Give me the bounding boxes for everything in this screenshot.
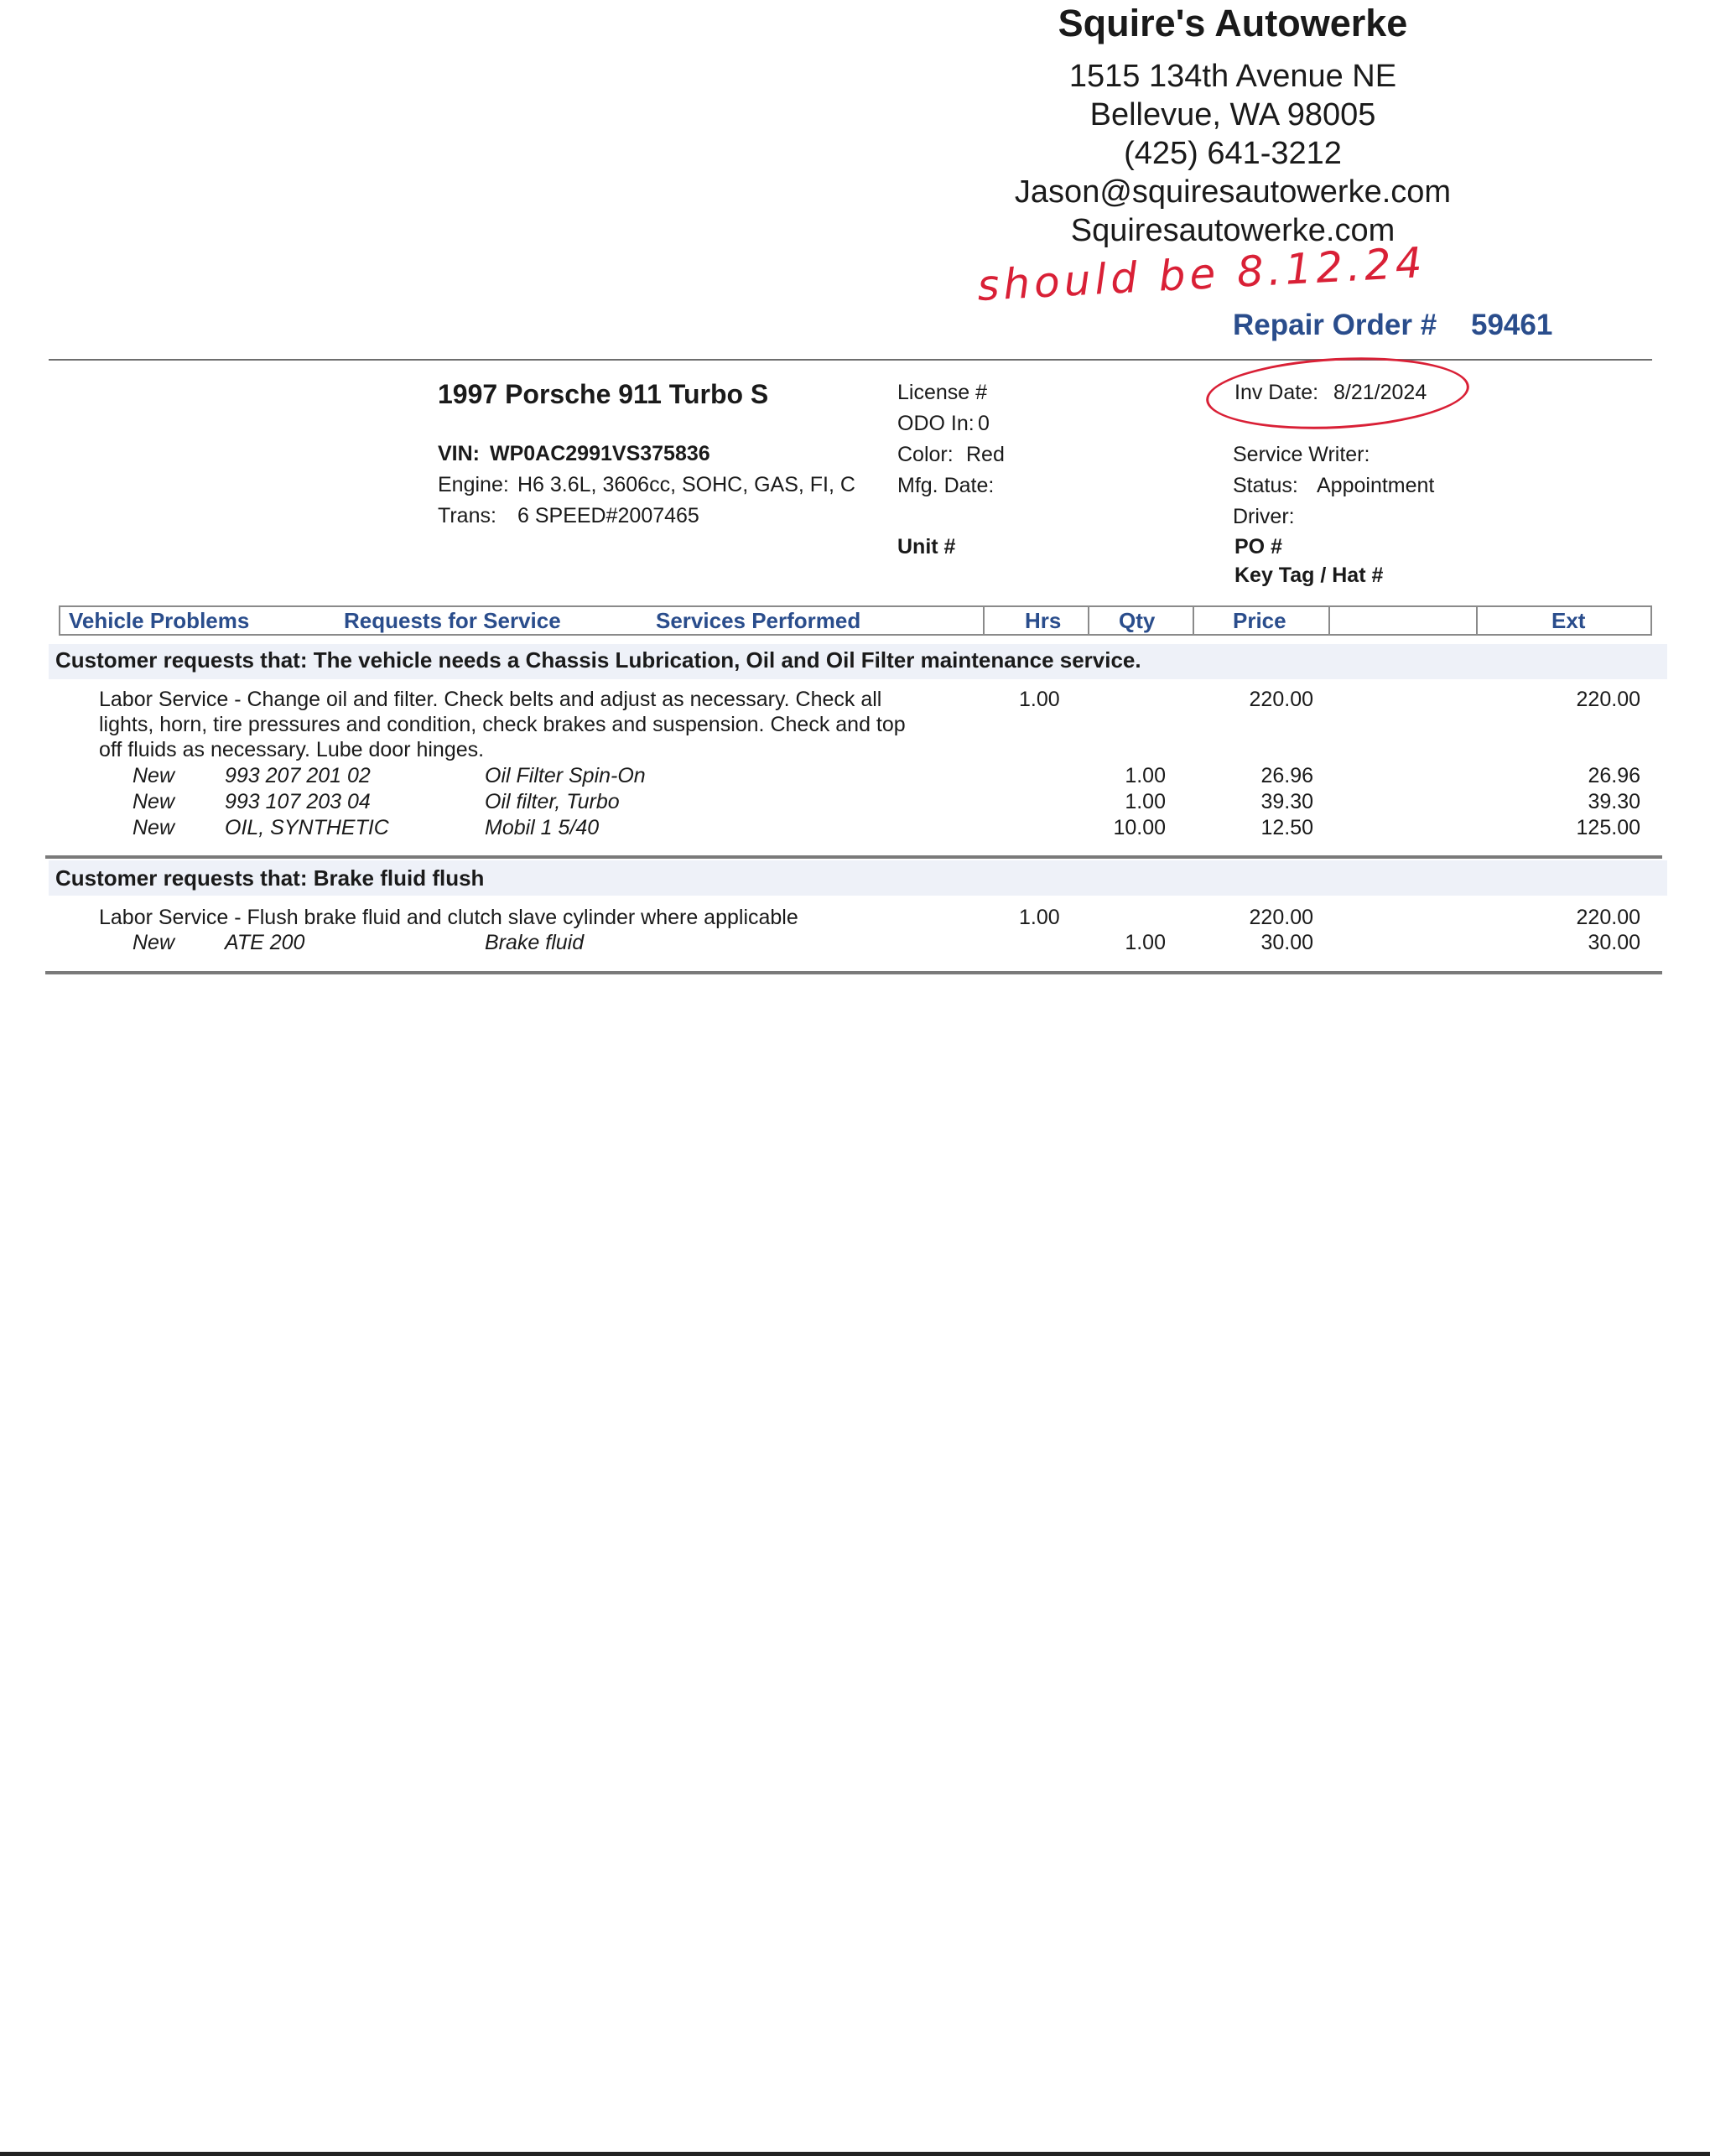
part-number: OIL, SYNTHETIC bbox=[225, 816, 389, 839]
part-description: Brake fluid bbox=[485, 931, 585, 954]
handwritten-note: should be 8.12.24 bbox=[975, 238, 1427, 310]
scan-edge bbox=[0, 2152, 1710, 2156]
inv-date-label: Inv Date: bbox=[1234, 381, 1319, 404]
shop-address-line1: 1515 134th Avenue NE bbox=[1068, 59, 1397, 94]
job-2-labor-price: 220.00 bbox=[1249, 906, 1313, 929]
part-condition: New bbox=[133, 931, 175, 954]
part-qty: 1.00 bbox=[1125, 764, 1166, 787]
part-condition: New bbox=[133, 764, 175, 787]
status-label: Status: bbox=[1233, 474, 1298, 497]
job-2-labor-ext: 220.00 bbox=[1576, 906, 1640, 929]
part-qty: 10.00 bbox=[1113, 816, 1166, 839]
engine-value: H6 3.6L, 3606cc, SOHC, GAS, FI, C bbox=[517, 473, 855, 496]
job-1-labor-ext: 220.00 bbox=[1576, 688, 1640, 711]
job-1-labor-hrs: 1.00 bbox=[1019, 688, 1060, 711]
job-2-labor-hrs: 1.00 bbox=[1019, 906, 1060, 929]
header-vehicle-problems: Vehicle Problems bbox=[69, 608, 250, 633]
part-ext: 26.96 bbox=[1588, 764, 1640, 787]
inv-date-value: 8/21/2024 bbox=[1333, 381, 1427, 404]
part-price: 12.50 bbox=[1260, 816, 1313, 839]
header-price: Price bbox=[1233, 608, 1286, 633]
header-divider bbox=[1193, 607, 1194, 634]
service-writer-label: Service Writer: bbox=[1233, 443, 1370, 466]
job-1-divider bbox=[45, 855, 1662, 859]
header-hrs: Hrs bbox=[1025, 608, 1062, 633]
vin-value: WP0AC2991VS375836 bbox=[490, 442, 710, 465]
part-qty: 1.00 bbox=[1125, 790, 1166, 813]
part-ext: 125.00 bbox=[1576, 816, 1640, 839]
part-price: 39.30 bbox=[1260, 790, 1313, 813]
engine-label: Engine: bbox=[438, 473, 509, 496]
job-1-labor-line-1: Labor Service - Change oil and filter. Check belts and adjust as necessary. Check all bbox=[99, 688, 882, 711]
job-2-labor-line-1: Labor Service - Flush brake fluid and clutch slave cylinder where applicable bbox=[99, 906, 798, 929]
odo-value: 0 bbox=[978, 412, 990, 435]
header-requests-for-service: Requests for Service bbox=[344, 608, 561, 633]
odo-label: ODO In: bbox=[897, 412, 975, 435]
header-divider bbox=[983, 607, 985, 634]
trans-label: Trans: bbox=[438, 504, 496, 527]
vehicle-title: 1997 Porsche 911 Turbo S bbox=[438, 379, 769, 409]
header-divider bbox=[1088, 607, 1089, 634]
part-qty: 1.00 bbox=[1125, 931, 1166, 954]
color-label: Color: bbox=[897, 443, 954, 466]
header-qty: Qty bbox=[1119, 608, 1156, 633]
part-description: Oil filter, Turbo bbox=[485, 790, 620, 813]
job-2-divider bbox=[45, 971, 1662, 974]
table-header bbox=[59, 605, 1652, 636]
job-1-labor-price: 220.00 bbox=[1249, 688, 1313, 711]
part-condition: New bbox=[133, 790, 175, 813]
shop-phone: (425) 641-3212 bbox=[1124, 136, 1342, 171]
repair-order-label: Repair Order # bbox=[1233, 309, 1437, 341]
key-tag-label: Key Tag / Hat # bbox=[1234, 564, 1384, 587]
part-number: 993 207 201 02 bbox=[225, 764, 371, 787]
job-1-labor-line-2: lights, horn, tire pressures and condition, check brakes and suspension. Check and top bbox=[99, 713, 906, 736]
color-value: Red bbox=[966, 443, 1005, 466]
part-price: 30.00 bbox=[1260, 931, 1313, 954]
job-1-title: Customer requests that: The vehicle needs a Chassis Lubrication, Oil and Oil Filter maintenance service. bbox=[55, 647, 1141, 673]
job-1-labor-line-3: off fluids as necessary. Lube door hinges. bbox=[99, 738, 485, 761]
header-divider bbox=[1476, 607, 1478, 634]
job-2-title: Customer requests that: Brake fluid flush bbox=[55, 865, 485, 891]
po-label: PO # bbox=[1234, 535, 1282, 558]
part-condition: New bbox=[133, 816, 175, 839]
header-services-performed: Services Performed bbox=[656, 608, 861, 633]
unit-label: Unit # bbox=[897, 535, 956, 558]
shop-name: Squire's Autowerke bbox=[1058, 2, 1408, 44]
shop-website: Squiresautowerke.com bbox=[1070, 213, 1396, 248]
header-ext: Ext bbox=[1551, 608, 1586, 633]
part-ext: 39.30 bbox=[1588, 790, 1640, 813]
part-ext: 30.00 bbox=[1588, 931, 1640, 954]
trans-value: 6 SPEED#2007465 bbox=[517, 504, 699, 527]
shop-address-line2: Bellevue, WA 98005 bbox=[1089, 97, 1376, 132]
mfg-date-label: Mfg. Date: bbox=[897, 474, 995, 497]
part-description: Mobil 1 5/40 bbox=[485, 816, 600, 839]
status-value: Appointment bbox=[1317, 474, 1435, 497]
part-number: ATE 200 bbox=[225, 931, 305, 954]
part-number: 993 107 203 04 bbox=[225, 790, 371, 813]
driver-label: Driver: bbox=[1233, 505, 1295, 528]
license-label: License # bbox=[897, 381, 988, 404]
vin-label: VIN: bbox=[438, 442, 480, 465]
part-description: Oil Filter Spin-On bbox=[485, 764, 646, 787]
header-divider bbox=[1328, 607, 1330, 634]
part-price: 26.96 bbox=[1260, 764, 1313, 787]
shop-email: Jason@squiresautowerke.com bbox=[1014, 174, 1452, 210]
repair-order-number: 59461 bbox=[1471, 309, 1553, 341]
